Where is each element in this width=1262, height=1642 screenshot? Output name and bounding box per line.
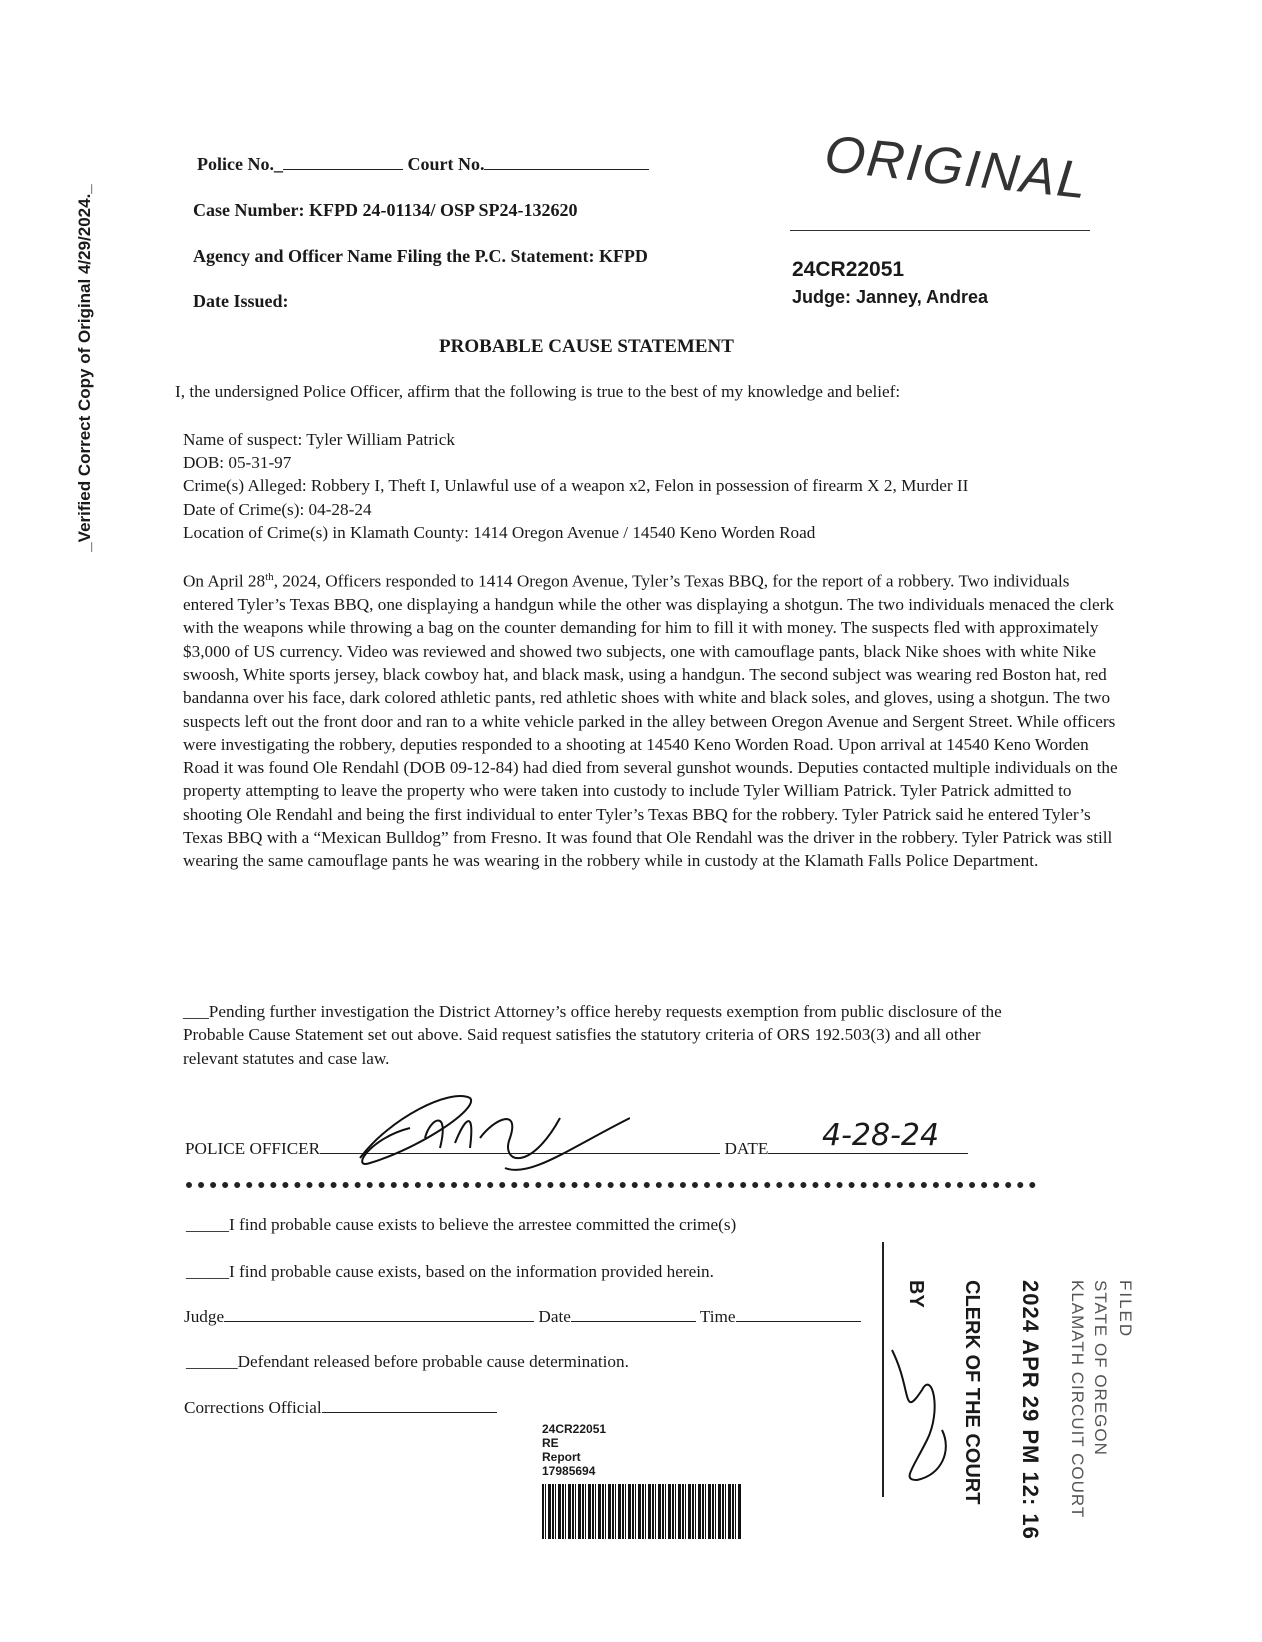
assigned-judge: Judge: Janney, Andrea — [792, 287, 989, 307]
case-number: Case Number: KFPD 24-01134/ OSP SP24-132620 — [193, 200, 578, 220]
date-of-crime: Date of Crime(s): 04-28-24 — [183, 499, 372, 519]
finding-line-2: _____I find probable cause exists, based on the information provided herein. — [186, 1262, 714, 1281]
agency-line: Agency and Officer Name Filing the P.C. Statement: KFPD — [193, 246, 648, 266]
barcode-type: Report — [542, 1450, 581, 1464]
judge-label: Judge — [184, 1307, 225, 1326]
filed-state: STATE OF OREGON — [1091, 1280, 1110, 1456]
suspect-dob: DOB: 05-31-97 — [183, 453, 292, 473]
judge-blank — [224, 1321, 534, 1322]
officer-signature — [330, 1078, 630, 1188]
affirmation-text: I, the undersigned Police Officer, affirm that the following is true to the best of my knowledge and belief: — [175, 382, 901, 401]
police-no-label: Police No._ — [197, 154, 283, 174]
corrections-line — [184, 1396, 497, 1419]
time-blank — [736, 1321, 861, 1322]
dotted-separator — [186, 1182, 1036, 1188]
barcode-case: 24CR22051 — [542, 1422, 607, 1436]
original-stamp: ORIGINAL — [821, 124, 1091, 211]
time-label: Time — [699, 1307, 736, 1326]
signed-date: 4-28-24 — [822, 1118, 940, 1153]
released-line: ______Defendant released before probable cause determination. — [186, 1352, 629, 1371]
narrative-paragraph — [183, 566, 1118, 873]
police-no-blank — [283, 169, 403, 170]
corrections-label: Corrections Official — [184, 1398, 322, 1417]
finding-date-blank — [571, 1321, 696, 1322]
verified-copy-stamp — [70, 158, 100, 578]
court-no-label: Court No. — [407, 154, 485, 174]
court-no-blank — [484, 169, 649, 170]
clerk-initials — [872, 1330, 962, 1490]
police-court-line — [197, 154, 649, 175]
filed-court: KLAMATH CIRCUIT COURT — [1068, 1280, 1087, 1519]
document-title: PROBABLE CAUSE STATEMENT — [439, 336, 734, 357]
filed-clerk: CLERK OF THE COURT — [961, 1280, 983, 1505]
date-blank — [768, 1153, 968, 1154]
corrections-blank — [322, 1412, 497, 1413]
judge-date-time-line — [184, 1305, 861, 1328]
barcode-number: 17985694 — [542, 1464, 596, 1478]
suspect-details — [183, 428, 968, 544]
suspect-name: Name of suspect: Tyler William Patrick — [183, 430, 455, 449]
officer-label: POLICE OFFICER — [185, 1139, 321, 1158]
barcode-code: RE — [542, 1436, 559, 1450]
narrative-rest: , 2024, Officers responded to 1414 Oregon Avenue, Tyler’s Texas BBQ, for the report of a robbery. Two individuals entered Tyler’s Texas BBQ, one displaying a handgun while the other was displaying a shotgun. The two individuals menaced the clerk with the weapons while throwing a bag on the counter demanding for him to fill it with money. The suspects fled with approximately $3,000 of US currency. Video was reviewed and showed two subjects, one with camouflage pants, black Nike shoes with white Nike swoosh, White sports jersey, black cowboy hat, and black mask, using a handgun. The second subject was wearing red Boston hat, red bandanna over his face, dark colored athletic pants, red athletic shoes with white and black soles, and gloves, using a shotgun. The two suspects left out the front door and ran to a white vehicle parked in the alley between Oregon Avenue and Sergent Street. While officers were investigating the robbery, deputies responded to a shooting at 14540 Keno Worden Road. Upon arrival at 14540 Keno Worden Road it was found Ole Rendahl (DOB 09-12-84) had died from several gunshot wounds. Deputies contacted multiple individuals on the property attempting to leave the property who were taken into custody to include Tyler William Patrick. Tyler Patrick admitted to shooting Ole Rendahl and being the first individual to enter Tyler’s Texas BBQ for the robbery. Tyler Patrick said he entered Tyler’s Texas BBQ with a “Mexican Bulldog” from Fresno. It was found that Ole Rendahl was the driver in the robbery. Tyler Patrick was still wearing the same camouflage pants he was wearing in the robbery while in custody at the Klamath Falls Police Department. — [183, 571, 1118, 871]
date-issued: Date Issued: — [193, 291, 289, 311]
exemption-request: ___Pending further investigation the District Attorney’s office hereby requests exemption from public disclosure of the Probable Cause Statement set out above. Said request satisfies the statutory criteria of ORS 192.503(3) and all other relevant statutes and case law. — [183, 1002, 1002, 1068]
finding-date-label: Date — [538, 1307, 571, 1326]
case-id: 24CR22051 — [792, 258, 905, 281]
crimes-alleged: Crime(s) Alleged: Robbery I, Theft I, Unlawful use of a weapon x2, Felon in possession of firearm X 2, Murder II — [183, 476, 969, 496]
barcode-label — [542, 1422, 752, 1539]
narrative-lead: On April 28 — [183, 571, 266, 591]
date-label: DATE — [724, 1139, 769, 1158]
filed-datetime: 2024 APR 29 PM 12: 16 — [1018, 1280, 1043, 1540]
crime-location: Location of Crime(s) in Klamath County: 1414 Oregon Avenue / 14540 Keno Worden Road — [183, 522, 816, 542]
original-stamp-rule — [790, 230, 1090, 231]
narrative-sup: th — [265, 571, 274, 583]
filed-by: BY — [905, 1280, 927, 1308]
filed-label: FILED — [1116, 1280, 1135, 1339]
barcode-graphic — [542, 1484, 742, 1539]
finding-line-1: _____I find probable cause exists to believe the arrestee committed the crime(s) — [186, 1215, 737, 1234]
verified-copy-text: _Verified Correct Copy of Original 4/29/2024._ — [75, 184, 94, 552]
